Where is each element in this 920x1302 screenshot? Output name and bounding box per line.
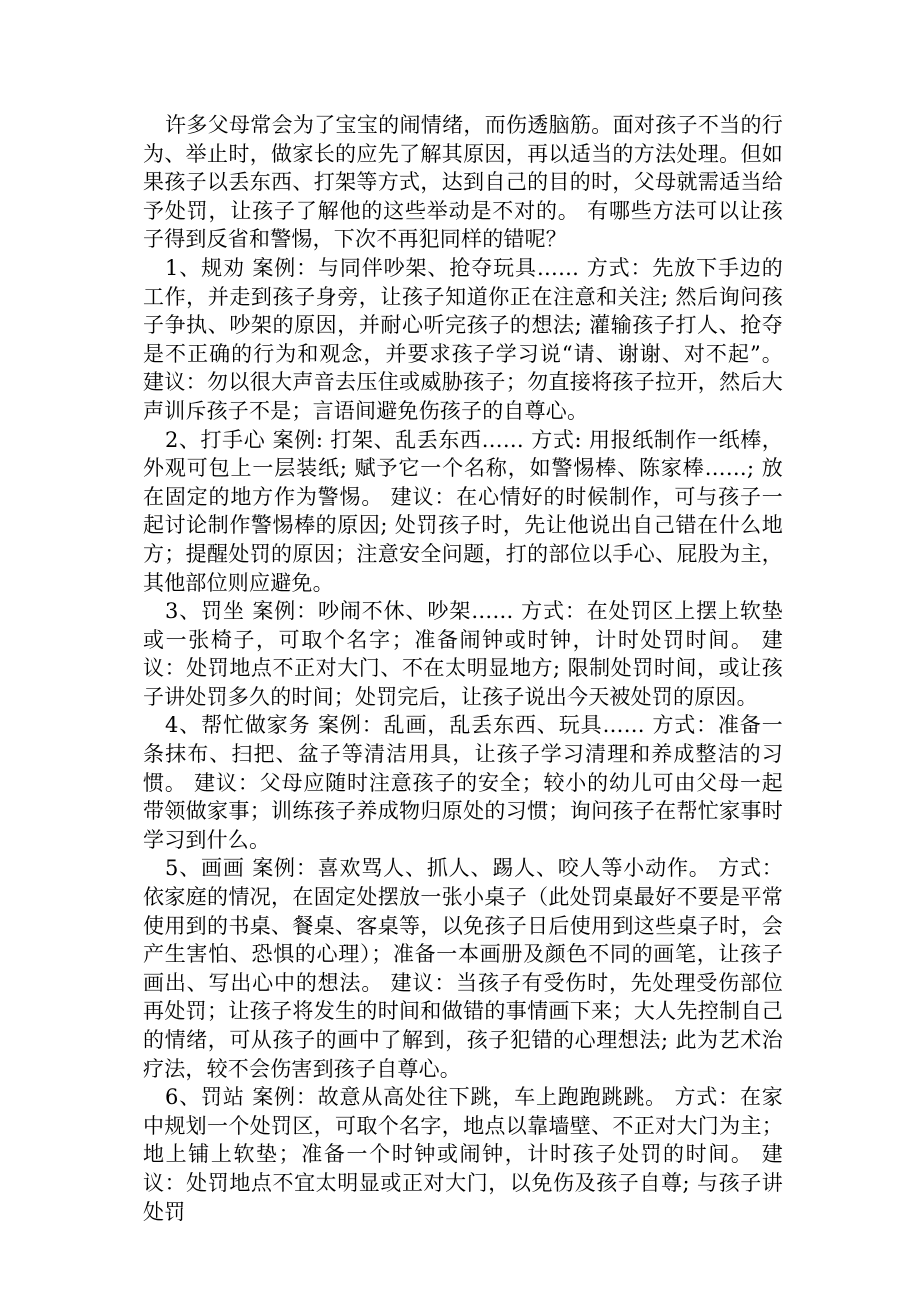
document-body [143,111,783,1226]
intro-paragraph: 许多父母常会为了宝宝的闹情绪，而伤透脑筋。面对孩子不当的行为、举止时，做家长的应先了解其原因，再以适当的方法处理。但如果孩子以丢东西、打架等方式，达到自己的目的时，父母就需适当给予处罚，让孩子了解他的这些举动是不对的。 有哪些方法可以让孩子得到反省和警惕，下次不再犯同样的错呢？ [143,113,783,252]
method-2-paragraph: 2、打手心 案例: 打架、乱丢东西…… 方式: 用报纸制作一纸棒，外观可包上一层装纸; 赋予它一个名称，如警惕棒、陈家棒……; 放在固定的地方作为警惕。 建议：在心情好的时候制作，可与孩子一起讨论制作警惕棒的原因; 处罚孩子时，先让他说出自己错在什么地方；提醒处罚的原因；注意安全问题，打的部位以手心、屁股为主，其他部位则应避免。 [143,427,783,595]
method-5-paragraph: 5、画画 案例：喜欢骂人、抓人、踢人、咬人等小动作。 方式：依家庭的情况，在固定处摆放一张小桌子（此处罚桌最好不要是平常使用到的书桌、餐桌、客桌等，以免孩子日后使用到这些桌子时，会产生害怕、恐惧的心理）；准备一本画册及颜色不同的画笔，让孩子画出、写出心中的想法。 建议：当孩子有受伤时，先处理受伤部位再处罚；让孩子将发生的时间和做错的事情画下来；大人先控制自己的情绪，可从孩子的画中了解到，孩子犯错的心理想法; 此为艺术治疗法，较不会伤害到孩子自尊心。 [143,856,783,1081]
method-4-paragraph: 4、帮忙做家务 案例：乱画，乱丢东西、玩具…… 方式：准备一条抹布、扫把、盆子等清洁用具，让孩子学习清理和养成整洁的习惯。 建议：父母应随时注意孩子的安全；较小的幼儿可由父母一起带领做家事；训练孩子养成物归原处的习惯；询问孩子在帮忙家事时学习到什么。 [143,713,783,852]
method-3-paragraph: 3、罚坐 案例：吵闹不休、吵架…… 方式：在处罚区上摆上软垫或一张椅子，可取个名字；准备闹钟或时钟，计时处罚时间。 建议：处罚地点不正对大门、不在太明显地方; 限制处罚时间，或让孩子讲处罚多久的时间；处罚完后，让孩子说出今天被处罚的原因。 [143,599,783,709]
method-6-paragraph: 6、罚站 案例：故意从高处往下跳，车上跑跑跳跳。 方式：在家中规划一个处罚区，可取个名字，地点以靠墙壁、不正对大门为主；地上铺上软垫；准备一个时钟或闹钟，计时孩子处罚的时间。 建议：处罚地点不宜太明显或正对大门，以免伤及孩子自尊; 与孩子讲处罚 [143,1085,783,1224]
method-1-paragraph: 1、规劝 案例：与同伴吵架、抢夺玩具…… 方式：先放下手边的工作，并走到孩子身旁，让孩子知道你正在注意和关注; 然后询问孩子争执、吵架的原因，并耐心听完孩子的想法; 灌输孩子打人、抢夺是不正确的行为和观念，并要求孩子学习说“请、谢谢、对不起”。 建议：勿以很大声音去压住或威胁孩子；勿直接将孩子拉开，然后大声训斥孩子不是；言语间避免伤孩子的自尊心。 [143,255,783,423]
